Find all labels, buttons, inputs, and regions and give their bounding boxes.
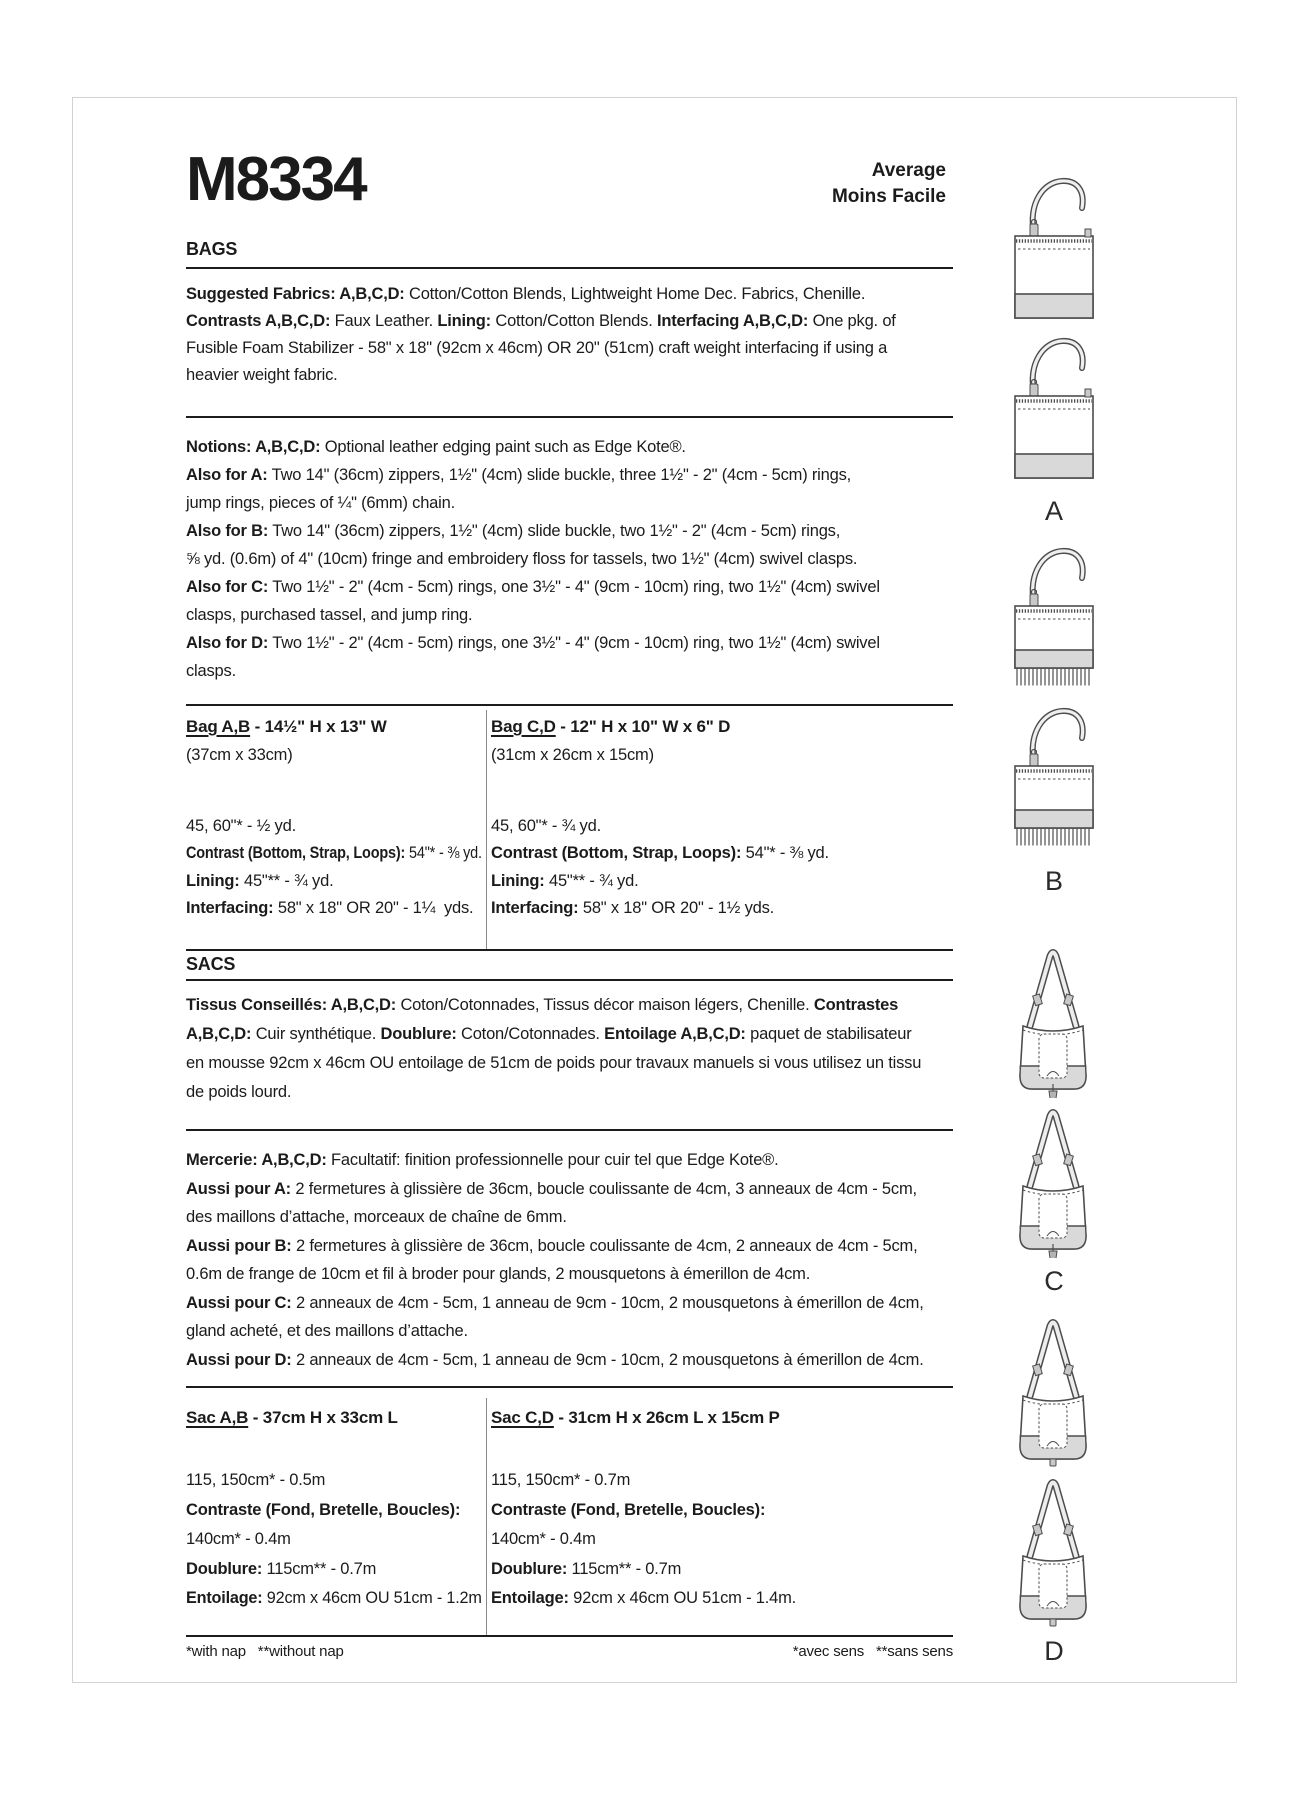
table-column-divider — [486, 710, 487, 950]
bag-a-illustration-front — [1008, 176, 1100, 328]
bag-ab-title — [186, 713, 482, 769]
text-line: A,B,C,D: Cuir synthétique. Doublure: Coton/Cotonnades. Entoilage A,B,C,D: paquet de stabilisateur — [186, 1025, 912, 1043]
horizontal-rule — [186, 1386, 953, 1388]
bag-a-label: A — [1044, 496, 1063, 526]
text-line: 115, 150cm* - 0.7m — [491, 1471, 631, 1489]
text-line: clasps, purchased tassel, and jump ring. — [186, 606, 473, 624]
text-line: Contraste (Fond, Bretelle, Boucles): — [186, 1500, 461, 1519]
difficulty-rating — [666, 158, 946, 210]
sac-cd-metrage — [491, 1466, 953, 1614]
bag-b-figure — [1006, 546, 1102, 896]
text-line: Bag A,B - 14½" H x 13" W — [186, 717, 387, 736]
text-line: 115, 150cm* - 0.5m — [186, 1471, 326, 1489]
text-line: Doublure: 115cm** - 0.7m — [186, 1559, 377, 1578]
pattern-envelope-back — [72, 97, 1237, 1683]
horizontal-rule — [186, 1635, 953, 1637]
bag-a-figure — [1006, 176, 1102, 526]
text-line: Contraste (Fond, Bretelle, Boucles): — [491, 1500, 766, 1519]
horizontal-rule — [186, 416, 953, 418]
section-heading-sacs: SACS — [186, 954, 236, 974]
text-line: Mercerie: A,B,C,D: Facultatif: finition professionnelle pour cuir tel que Edge Kote®. — [186, 1151, 779, 1169]
text-line: 140cm* - 0.4m — [491, 1530, 596, 1548]
text-line: Sac A,B - 37cm H x 33cm L — [186, 1408, 398, 1427]
mercerie-paragraph — [186, 1146, 953, 1374]
text-line: Also for C: Two 1½" - 2" (4cm - 5cm) rings, one 3½" - 4" (9cm - 10cm) ring, two 1½" (4cm) swivel — [186, 578, 880, 596]
text-line: Tissus Conseillés: A,B,C,D: Coton/Cotonnades, Tissus décor maison légers, Chenille. Contrastes — [186, 996, 899, 1014]
text-line: Lining: 45"** - ¾ yd. — [186, 871, 334, 890]
text-line: gland acheté, et des maillons d’attache. — [186, 1322, 468, 1340]
text-line: heavier weight fabric. — [186, 366, 338, 384]
text-line: clasps. — [186, 662, 236, 680]
bag-c-figure — [1006, 946, 1102, 1296]
sac-cd-title — [491, 1404, 953, 1432]
text-line: (37cm x 33cm) — [186, 746, 293, 764]
horizontal-rule — [186, 267, 953, 269]
text-line: de poids lourd. — [186, 1083, 292, 1101]
bag-c-illustration-front — [1008, 946, 1100, 1098]
text-line: Contrasts A,B,C,D: Faux Leather. Lining: Cotton/Cotton Blends. Interfacing A,B,C,D: One pkg. of — [186, 312, 896, 330]
sac-ab-metrage — [186, 1466, 482, 1614]
suggested-fabrics-paragraph — [186, 281, 953, 389]
text-line: Aussi pour B: 2 fermetures à glissière de 36cm, boucle coulissante de 4cm, 2 anneaux de 4cm - 5cm, — [186, 1236, 918, 1255]
section-heading-bags: BAGS — [186, 239, 238, 259]
bag-b-label: B — [1044, 866, 1063, 896]
text-line: Doublure: 115cm** - 0.7m — [491, 1559, 682, 1578]
text-line: Contrast (Bottom, Strap, Loops): 54"* - ⅜ yd. — [186, 844, 482, 863]
text-line: jump rings, pieces of ¼" (6mm) chain. — [186, 494, 455, 512]
text-line: Also for A: Two 14" (36cm) zippers, 1½" (4cm) slide buckle, three 1½" - 2" (4cm - 5cm) rings, — [186, 466, 852, 484]
text-line: Aussi pour D: 2 anneaux de 4cm - 5cm, 1 anneau de 9cm - 10cm, 2 mousquetons à émerillon de 4cm. — [186, 1350, 924, 1369]
bag-d-illustration-back — [1008, 1476, 1100, 1628]
text-line: Fusible Foam Stabilizer - 58" x 18" (92cm x 46cm) OR 20" (51cm) craft weight interfacing if using a — [186, 339, 888, 357]
text-line: Aussi pour A: 2 fermetures à glissière de 36cm, boucle coulissante de 4cm, 3 anneaux de 4cm - 5cm, — [186, 1179, 917, 1198]
horizontal-rule — [186, 949, 953, 951]
text-line: 45, 60"* - ¾ yd. — [491, 817, 601, 835]
horizontal-rule — [186, 704, 953, 706]
notions-paragraph — [186, 433, 953, 685]
text-line: 0.6m de frange de 10cm et fil à broder pour glands, 2 mousquetons à émerillon de 4cm. — [186, 1265, 811, 1283]
difficulty-french: Moins Facile — [831, 186, 946, 207]
bag-a-illustration-back — [1008, 336, 1100, 488]
sac-ab-title — [186, 1404, 482, 1432]
tissus-conseilles-paragraph — [186, 991, 953, 1107]
bag-d-illustration-front — [1008, 1316, 1100, 1468]
bag-b-illustration-front — [1008, 546, 1100, 698]
text-line: ⅝ yd. (0.6m) of 4" (10cm) fringe and embroidery floss for tassels, two 1½" (4cm) swivel clasps. — [186, 550, 858, 568]
text-line: Contrast (Bottom, Strap, Loops): 54"* - ⅜ yd. — [491, 844, 829, 863]
text-line: (31cm x 26cm x 15cm) — [491, 746, 654, 764]
text-line: Bag C,D - 12" H x 10" W x 6" D — [491, 717, 731, 736]
horizontal-rule — [186, 979, 953, 981]
bag-d-label: D — [1044, 1636, 1064, 1666]
bag-d-figure — [1006, 1316, 1102, 1666]
text-line: Sac C,D - 31cm H x 26cm L x 15cm P — [491, 1408, 780, 1427]
bag-b-illustration-back — [1008, 706, 1100, 858]
text-line: Entoilage: 92cm x 46cm OU 51cm - 1.2m — [186, 1589, 482, 1607]
text-line: Aussi pour C: 2 anneaux de 4cm - 5cm, 1 anneau de 9cm - 10cm, 2 mousquetons à émerillon de 4cm, — [186, 1293, 924, 1312]
text-line: 45, 60"* - ½ yd. — [186, 817, 296, 835]
bag-c-illustration-back — [1008, 1106, 1100, 1258]
table-column-divider — [486, 1398, 487, 1635]
nap-footnote-french: *avec sens **sans sens — [792, 1643, 953, 1660]
nap-footnote-english: *with nap **without nap — [186, 1643, 344, 1660]
text-line: Lining: 45"** - ¾ yd. — [491, 871, 639, 890]
text-line: Also for B: Two 14" (36cm) zippers, 1½" (4cm) slide buckle, two 1½" - 2" (4cm - 5cm) rings, — [186, 522, 841, 540]
text-line: des maillons d’attache, morceaux de chaîne de 6mm. — [186, 1208, 567, 1226]
text-line: Interfacing: 58" x 18" OR 20" - 1¼ yds. — [186, 899, 474, 918]
difficulty-english: Average — [871, 160, 946, 181]
text-line: Also for D: Two 1½" - 2" (4cm - 5cm) rings, one 3½" - 4" (9cm - 10cm) ring, two 1½" (4cm) swivel — [186, 634, 880, 652]
text-line: Interfacing: 58" x 18" OR 20" - 1½ yds. — [491, 899, 775, 918]
text-line: en mousse 92cm x 46cm OU entoilage de 51cm de poids pour travaux manuels si vous utilisez un tissu — [186, 1054, 922, 1072]
text-line: Suggested Fabrics: A,B,C,D: Cotton/Cotton Blends, Lightweight Home Dec. Fabrics, Chenille. — [186, 285, 866, 303]
horizontal-rule — [186, 1129, 953, 1131]
pattern-number: M8334 — [186, 145, 366, 214]
text-line: 140cm* - 0.4m — [186, 1530, 291, 1548]
text-line: Entoilage: 92cm x 46cm OU 51cm - 1.4m. — [491, 1589, 797, 1607]
bag-cd-yardage — [491, 813, 953, 923]
bag-ab-yardage — [186, 813, 482, 923]
bag-cd-title — [491, 713, 953, 769]
text-line: Notions: A,B,C,D: Optional leather edging paint such as Edge Kote®. — [186, 438, 686, 456]
bag-c-label: C — [1044, 1266, 1064, 1296]
